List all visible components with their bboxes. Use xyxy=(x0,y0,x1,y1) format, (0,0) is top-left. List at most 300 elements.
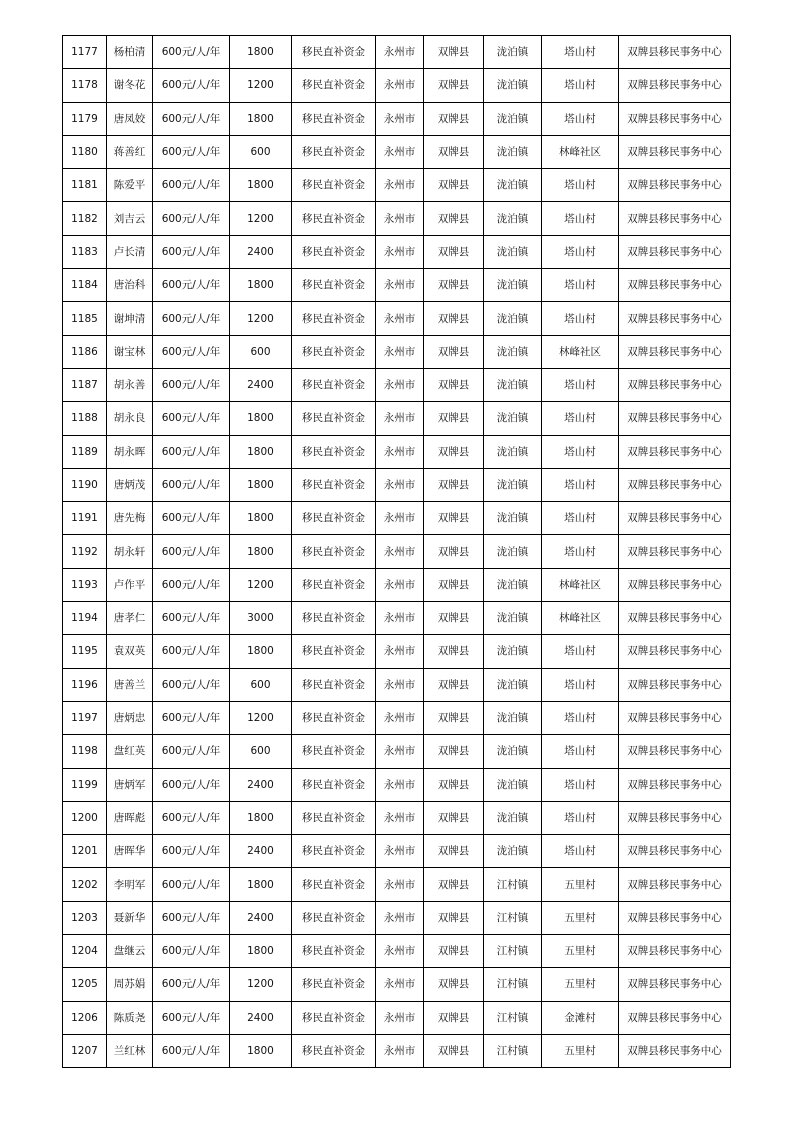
serial-number-cell: 1197 xyxy=(63,701,107,734)
fund-type-cell: 移民直补资金 xyxy=(292,568,376,601)
name-cell: 谢宝林 xyxy=(107,335,153,368)
amount-cell: 1800 xyxy=(230,269,292,302)
county-cell: 双牌县 xyxy=(424,36,484,69)
fund-type-cell: 移民直补资金 xyxy=(292,368,376,401)
table-row xyxy=(63,36,731,69)
table-row xyxy=(63,169,731,202)
county-cell: 双牌县 xyxy=(424,901,484,934)
amount-cell: 1800 xyxy=(230,535,292,568)
agency-cell: 双牌县移民事务中心 xyxy=(619,69,731,102)
serial-number-cell: 1188 xyxy=(63,402,107,435)
town-cell: 泷泊镇 xyxy=(484,502,542,535)
village-cell: 五里村 xyxy=(542,935,619,968)
county-cell: 双牌县 xyxy=(424,1034,484,1067)
county-cell: 双牌县 xyxy=(424,502,484,535)
city-cell: 永州市 xyxy=(376,935,424,968)
village-cell: 塔山村 xyxy=(542,735,619,768)
fund-type-cell: 移民直补资金 xyxy=(292,302,376,335)
table-row xyxy=(63,568,731,601)
serial-number-cell: 1181 xyxy=(63,169,107,202)
amount-cell: 1800 xyxy=(230,801,292,834)
county-cell: 双牌县 xyxy=(424,701,484,734)
standard-cell: 600元/人/年 xyxy=(153,668,230,701)
name-cell: 卢作平 xyxy=(107,568,153,601)
city-cell: 永州市 xyxy=(376,835,424,868)
county-cell: 双牌县 xyxy=(424,768,484,801)
village-cell: 五里村 xyxy=(542,868,619,901)
table-row xyxy=(63,668,731,701)
village-cell: 塔山村 xyxy=(542,69,619,102)
fund-type-cell: 移民直补资金 xyxy=(292,468,376,501)
town-cell: 泷泊镇 xyxy=(484,835,542,868)
amount-cell: 2400 xyxy=(230,368,292,401)
standard-cell: 600元/人/年 xyxy=(153,169,230,202)
village-cell: 塔山村 xyxy=(542,701,619,734)
fund-type-cell: 移民直补资金 xyxy=(292,801,376,834)
county-cell: 双牌县 xyxy=(424,1001,484,1034)
amount-cell: 600 xyxy=(230,735,292,768)
serial-number-cell: 1183 xyxy=(63,235,107,268)
agency-cell: 双牌县移民事务中心 xyxy=(619,235,731,268)
name-cell: 陈爱平 xyxy=(107,169,153,202)
county-cell: 双牌县 xyxy=(424,801,484,834)
serial-number-cell: 1203 xyxy=(63,901,107,934)
town-cell: 泷泊镇 xyxy=(484,735,542,768)
county-cell: 双牌县 xyxy=(424,368,484,401)
fund-type-cell: 移民直补资金 xyxy=(292,968,376,1001)
fund-type-cell: 移民直补资金 xyxy=(292,668,376,701)
standard-cell: 600元/人/年 xyxy=(153,935,230,968)
village-cell: 塔山村 xyxy=(542,668,619,701)
village-cell: 塔山村 xyxy=(542,202,619,235)
name-cell: 唐炳茂 xyxy=(107,468,153,501)
agency-cell: 双牌县移民事务中心 xyxy=(619,868,731,901)
name-cell: 杨柏清 xyxy=(107,36,153,69)
serial-number-cell: 1195 xyxy=(63,635,107,668)
table-row xyxy=(63,735,731,768)
county-cell: 双牌县 xyxy=(424,468,484,501)
agency-cell: 双牌县移民事务中心 xyxy=(619,402,731,435)
agency-cell: 双牌县移民事务中心 xyxy=(619,535,731,568)
fund-type-cell: 移民直补资金 xyxy=(292,269,376,302)
amount-cell: 1200 xyxy=(230,69,292,102)
table-row xyxy=(63,135,731,168)
agency-cell: 双牌县移民事务中心 xyxy=(619,701,731,734)
agency-cell: 双牌县移民事务中心 xyxy=(619,335,731,368)
standard-cell: 600元/人/年 xyxy=(153,901,230,934)
standard-cell: 600元/人/年 xyxy=(153,735,230,768)
fund-type-cell: 移民直补资金 xyxy=(292,1034,376,1067)
table-row xyxy=(63,202,731,235)
standard-cell: 600元/人/年 xyxy=(153,36,230,69)
city-cell: 永州市 xyxy=(376,36,424,69)
standard-cell: 600元/人/年 xyxy=(153,535,230,568)
serial-number-cell: 1204 xyxy=(63,935,107,968)
name-cell: 唐晖彪 xyxy=(107,801,153,834)
name-cell: 唐凤姣 xyxy=(107,102,153,135)
fund-type-cell: 移民直补资金 xyxy=(292,1001,376,1034)
standard-cell: 600元/人/年 xyxy=(153,602,230,635)
county-cell: 双牌县 xyxy=(424,335,484,368)
agency-cell: 双牌县移民事务中心 xyxy=(619,435,731,468)
name-cell: 唐先梅 xyxy=(107,502,153,535)
county-cell: 双牌县 xyxy=(424,735,484,768)
fund-type-cell: 移民直补资金 xyxy=(292,535,376,568)
fund-type-cell: 移民直补资金 xyxy=(292,935,376,968)
city-cell: 永州市 xyxy=(376,1001,424,1034)
town-cell: 泷泊镇 xyxy=(484,169,542,202)
village-cell: 塔山村 xyxy=(542,235,619,268)
village-cell: 五里村 xyxy=(542,901,619,934)
fund-type-cell: 移民直补资金 xyxy=(292,102,376,135)
serial-number-cell: 1206 xyxy=(63,1001,107,1034)
amount-cell: 1800 xyxy=(230,102,292,135)
town-cell: 泷泊镇 xyxy=(484,402,542,435)
amount-cell: 1200 xyxy=(230,701,292,734)
fund-type-cell: 移民直补资金 xyxy=(292,701,376,734)
agency-cell: 双牌县移民事务中心 xyxy=(619,768,731,801)
table-row xyxy=(63,502,731,535)
standard-cell: 600元/人/年 xyxy=(153,568,230,601)
name-cell: 唐善兰 xyxy=(107,668,153,701)
document-page xyxy=(62,35,730,1068)
agency-cell: 双牌县移民事务中心 xyxy=(619,1034,731,1067)
table-row xyxy=(63,402,731,435)
town-cell: 泷泊镇 xyxy=(484,135,542,168)
village-cell: 五里村 xyxy=(542,968,619,1001)
agency-cell: 双牌县移民事务中心 xyxy=(619,602,731,635)
fund-type-cell: 移民直补资金 xyxy=(292,635,376,668)
standard-cell: 600元/人/年 xyxy=(153,502,230,535)
table-row xyxy=(63,235,731,268)
town-cell: 泷泊镇 xyxy=(484,435,542,468)
serial-number-cell: 1193 xyxy=(63,568,107,601)
name-cell: 兰红林 xyxy=(107,1034,153,1067)
village-cell: 塔山村 xyxy=(542,269,619,302)
village-cell: 塔山村 xyxy=(542,768,619,801)
standard-cell: 600元/人/年 xyxy=(153,868,230,901)
table-row xyxy=(63,801,731,834)
town-cell: 泷泊镇 xyxy=(484,102,542,135)
fund-type-cell: 移民直补资金 xyxy=(292,335,376,368)
standard-cell: 600元/人/年 xyxy=(153,635,230,668)
name-cell: 盘红英 xyxy=(107,735,153,768)
county-cell: 双牌县 xyxy=(424,135,484,168)
serial-number-cell: 1207 xyxy=(63,1034,107,1067)
agency-cell: 双牌县移民事务中心 xyxy=(619,668,731,701)
standard-cell: 600元/人/年 xyxy=(153,269,230,302)
amount-cell: 600 xyxy=(230,335,292,368)
town-cell: 泷泊镇 xyxy=(484,202,542,235)
table-row xyxy=(63,468,731,501)
standard-cell: 600元/人/年 xyxy=(153,402,230,435)
fund-type-cell: 移民直补资金 xyxy=(292,602,376,635)
village-cell: 塔山村 xyxy=(542,169,619,202)
fund-type-cell: 移民直补资金 xyxy=(292,835,376,868)
table-row xyxy=(63,269,731,302)
city-cell: 永州市 xyxy=(376,269,424,302)
fund-type-cell: 移民直补资金 xyxy=(292,69,376,102)
town-cell: 泷泊镇 xyxy=(484,235,542,268)
city-cell: 永州市 xyxy=(376,69,424,102)
serial-number-cell: 1185 xyxy=(63,302,107,335)
city-cell: 永州市 xyxy=(376,235,424,268)
village-cell: 塔山村 xyxy=(542,801,619,834)
serial-number-cell: 1192 xyxy=(63,535,107,568)
serial-number-cell: 1182 xyxy=(63,202,107,235)
name-cell: 唐治科 xyxy=(107,269,153,302)
table-row xyxy=(63,768,731,801)
serial-number-cell: 1186 xyxy=(63,335,107,368)
county-cell: 双牌县 xyxy=(424,69,484,102)
village-cell: 林峰社区 xyxy=(542,135,619,168)
amount-cell: 1800 xyxy=(230,935,292,968)
agency-cell: 双牌县移民事务中心 xyxy=(619,901,731,934)
city-cell: 永州市 xyxy=(376,202,424,235)
amount-cell: 1200 xyxy=(230,568,292,601)
name-cell: 袁双英 xyxy=(107,635,153,668)
agency-cell: 双牌县移民事务中心 xyxy=(619,568,731,601)
county-cell: 双牌县 xyxy=(424,602,484,635)
city-cell: 永州市 xyxy=(376,868,424,901)
city-cell: 永州市 xyxy=(376,1034,424,1067)
city-cell: 永州市 xyxy=(376,102,424,135)
amount-cell: 1800 xyxy=(230,402,292,435)
standard-cell: 600元/人/年 xyxy=(153,102,230,135)
agency-cell: 双牌县移民事务中心 xyxy=(619,368,731,401)
village-cell: 塔山村 xyxy=(542,402,619,435)
city-cell: 永州市 xyxy=(376,302,424,335)
agency-cell: 双牌县移民事务中心 xyxy=(619,635,731,668)
agency-cell: 双牌县移民事务中心 xyxy=(619,968,731,1001)
county-cell: 双牌县 xyxy=(424,668,484,701)
standard-cell: 600元/人/年 xyxy=(153,302,230,335)
serial-number-cell: 1200 xyxy=(63,801,107,834)
name-cell: 盘继云 xyxy=(107,935,153,968)
city-cell: 永州市 xyxy=(376,635,424,668)
village-cell: 塔山村 xyxy=(542,502,619,535)
agency-cell: 双牌县移民事务中心 xyxy=(619,169,731,202)
county-cell: 双牌县 xyxy=(424,568,484,601)
name-cell: 刘吉云 xyxy=(107,202,153,235)
town-cell: 泷泊镇 xyxy=(484,635,542,668)
fund-type-cell: 移民直补资金 xyxy=(292,169,376,202)
fund-type-cell: 移民直补资金 xyxy=(292,768,376,801)
county-cell: 双牌县 xyxy=(424,835,484,868)
county-cell: 双牌县 xyxy=(424,935,484,968)
name-cell: 卢长清 xyxy=(107,235,153,268)
table-row xyxy=(63,701,731,734)
town-cell: 江村镇 xyxy=(484,1001,542,1034)
village-cell: 金滩村 xyxy=(542,1001,619,1034)
town-cell: 泷泊镇 xyxy=(484,668,542,701)
serial-number-cell: 1196 xyxy=(63,668,107,701)
agency-cell: 双牌县移民事务中心 xyxy=(619,735,731,768)
county-cell: 双牌县 xyxy=(424,635,484,668)
name-cell: 唐孝仁 xyxy=(107,602,153,635)
agency-cell: 双牌县移民事务中心 xyxy=(619,135,731,168)
amount-cell: 2400 xyxy=(230,235,292,268)
village-cell: 塔山村 xyxy=(542,36,619,69)
standard-cell: 600元/人/年 xyxy=(153,435,230,468)
amount-cell: 2400 xyxy=(230,901,292,934)
standard-cell: 600元/人/年 xyxy=(153,235,230,268)
town-cell: 江村镇 xyxy=(484,868,542,901)
town-cell: 泷泊镇 xyxy=(484,69,542,102)
county-cell: 双牌县 xyxy=(424,202,484,235)
agency-cell: 双牌县移民事务中心 xyxy=(619,302,731,335)
village-cell: 林峰社区 xyxy=(542,602,619,635)
name-cell: 谢冬花 xyxy=(107,69,153,102)
fund-type-cell: 移民直补资金 xyxy=(292,435,376,468)
city-cell: 永州市 xyxy=(376,668,424,701)
serial-number-cell: 1201 xyxy=(63,835,107,868)
village-cell: 塔山村 xyxy=(542,302,619,335)
table-row xyxy=(63,1034,731,1067)
fund-type-cell: 移民直补资金 xyxy=(292,735,376,768)
agency-cell: 双牌县移民事务中心 xyxy=(619,935,731,968)
subsidy-table xyxy=(62,35,731,1068)
standard-cell: 600元/人/年 xyxy=(153,801,230,834)
town-cell: 泷泊镇 xyxy=(484,768,542,801)
name-cell: 胡永良 xyxy=(107,402,153,435)
table-row xyxy=(63,868,731,901)
amount-cell: 1800 xyxy=(230,169,292,202)
table-row xyxy=(63,835,731,868)
name-cell: 胡永善 xyxy=(107,368,153,401)
standard-cell: 600元/人/年 xyxy=(153,701,230,734)
town-cell: 泷泊镇 xyxy=(484,368,542,401)
standard-cell: 600元/人/年 xyxy=(153,69,230,102)
agency-cell: 双牌县移民事务中心 xyxy=(619,468,731,501)
standard-cell: 600元/人/年 xyxy=(153,1034,230,1067)
village-cell: 塔山村 xyxy=(542,535,619,568)
name-cell: 聂新华 xyxy=(107,901,153,934)
amount-cell: 1800 xyxy=(230,502,292,535)
serial-number-cell: 1179 xyxy=(63,102,107,135)
name-cell: 周苏娟 xyxy=(107,968,153,1001)
city-cell: 永州市 xyxy=(376,801,424,834)
city-cell: 永州市 xyxy=(376,335,424,368)
village-cell: 塔山村 xyxy=(542,368,619,401)
fund-type-cell: 移民直补资金 xyxy=(292,36,376,69)
amount-cell: 1800 xyxy=(230,635,292,668)
city-cell: 永州市 xyxy=(376,535,424,568)
city-cell: 永州市 xyxy=(376,169,424,202)
city-cell: 永州市 xyxy=(376,135,424,168)
name-cell: 唐晖华 xyxy=(107,835,153,868)
table-row xyxy=(63,102,731,135)
city-cell: 永州市 xyxy=(376,768,424,801)
serial-number-cell: 1194 xyxy=(63,602,107,635)
agency-cell: 双牌县移民事务中心 xyxy=(619,801,731,834)
serial-number-cell: 1187 xyxy=(63,368,107,401)
fund-type-cell: 移民直补资金 xyxy=(292,135,376,168)
amount-cell: 600 xyxy=(230,135,292,168)
agency-cell: 双牌县移民事务中心 xyxy=(619,502,731,535)
town-cell: 泷泊镇 xyxy=(484,701,542,734)
city-cell: 永州市 xyxy=(376,468,424,501)
name-cell: 蒋善红 xyxy=(107,135,153,168)
name-cell: 胡永晖 xyxy=(107,435,153,468)
county-cell: 双牌县 xyxy=(424,868,484,901)
town-cell: 江村镇 xyxy=(484,935,542,968)
town-cell: 泷泊镇 xyxy=(484,801,542,834)
city-cell: 永州市 xyxy=(376,435,424,468)
county-cell: 双牌县 xyxy=(424,269,484,302)
table-row xyxy=(63,368,731,401)
amount-cell: 1200 xyxy=(230,968,292,1001)
agency-cell: 双牌县移民事务中心 xyxy=(619,835,731,868)
amount-cell: 1800 xyxy=(230,468,292,501)
town-cell: 泷泊镇 xyxy=(484,335,542,368)
town-cell: 泷泊镇 xyxy=(484,302,542,335)
village-cell: 林峰社区 xyxy=(542,568,619,601)
serial-number-cell: 1202 xyxy=(63,868,107,901)
town-cell: 泷泊镇 xyxy=(484,36,542,69)
town-cell: 泷泊镇 xyxy=(484,269,542,302)
serial-number-cell: 1198 xyxy=(63,735,107,768)
table-row xyxy=(63,535,731,568)
town-cell: 泷泊镇 xyxy=(484,535,542,568)
town-cell: 江村镇 xyxy=(484,901,542,934)
standard-cell: 600元/人/年 xyxy=(153,135,230,168)
county-cell: 双牌县 xyxy=(424,435,484,468)
table-row xyxy=(63,435,731,468)
agency-cell: 双牌县移民事务中心 xyxy=(619,202,731,235)
table-body xyxy=(63,36,731,1068)
serial-number-cell: 1199 xyxy=(63,768,107,801)
agency-cell: 双牌县移民事务中心 xyxy=(619,269,731,302)
amount-cell: 600 xyxy=(230,668,292,701)
table-row xyxy=(63,901,731,934)
table-row xyxy=(63,968,731,1001)
city-cell: 永州市 xyxy=(376,502,424,535)
agency-cell: 双牌县移民事务中心 xyxy=(619,36,731,69)
serial-number-cell: 1177 xyxy=(63,36,107,69)
county-cell: 双牌县 xyxy=(424,402,484,435)
city-cell: 永州市 xyxy=(376,701,424,734)
serial-number-cell: 1205 xyxy=(63,968,107,1001)
fund-type-cell: 移民直补资金 xyxy=(292,901,376,934)
amount-cell: 1800 xyxy=(230,868,292,901)
county-cell: 双牌县 xyxy=(424,169,484,202)
amount-cell: 1800 xyxy=(230,36,292,69)
amount-cell: 2400 xyxy=(230,1001,292,1034)
amount-cell: 1800 xyxy=(230,435,292,468)
table-row xyxy=(63,635,731,668)
fund-type-cell: 移民直补资金 xyxy=(292,235,376,268)
table-row xyxy=(63,335,731,368)
village-cell: 林峰社区 xyxy=(542,335,619,368)
table-row xyxy=(63,935,731,968)
village-cell: 塔山村 xyxy=(542,102,619,135)
serial-number-cell: 1184 xyxy=(63,269,107,302)
county-cell: 双牌县 xyxy=(424,968,484,1001)
village-cell: 塔山村 xyxy=(542,435,619,468)
county-cell: 双牌县 xyxy=(424,235,484,268)
town-cell: 泷泊镇 xyxy=(484,468,542,501)
fund-type-cell: 移民直补资金 xyxy=(292,402,376,435)
serial-number-cell: 1190 xyxy=(63,468,107,501)
standard-cell: 600元/人/年 xyxy=(153,1001,230,1034)
serial-number-cell: 1191 xyxy=(63,502,107,535)
standard-cell: 600元/人/年 xyxy=(153,968,230,1001)
village-cell: 塔山村 xyxy=(542,635,619,668)
fund-type-cell: 移民直补资金 xyxy=(292,202,376,235)
city-cell: 永州市 xyxy=(376,602,424,635)
town-cell: 泷泊镇 xyxy=(484,568,542,601)
